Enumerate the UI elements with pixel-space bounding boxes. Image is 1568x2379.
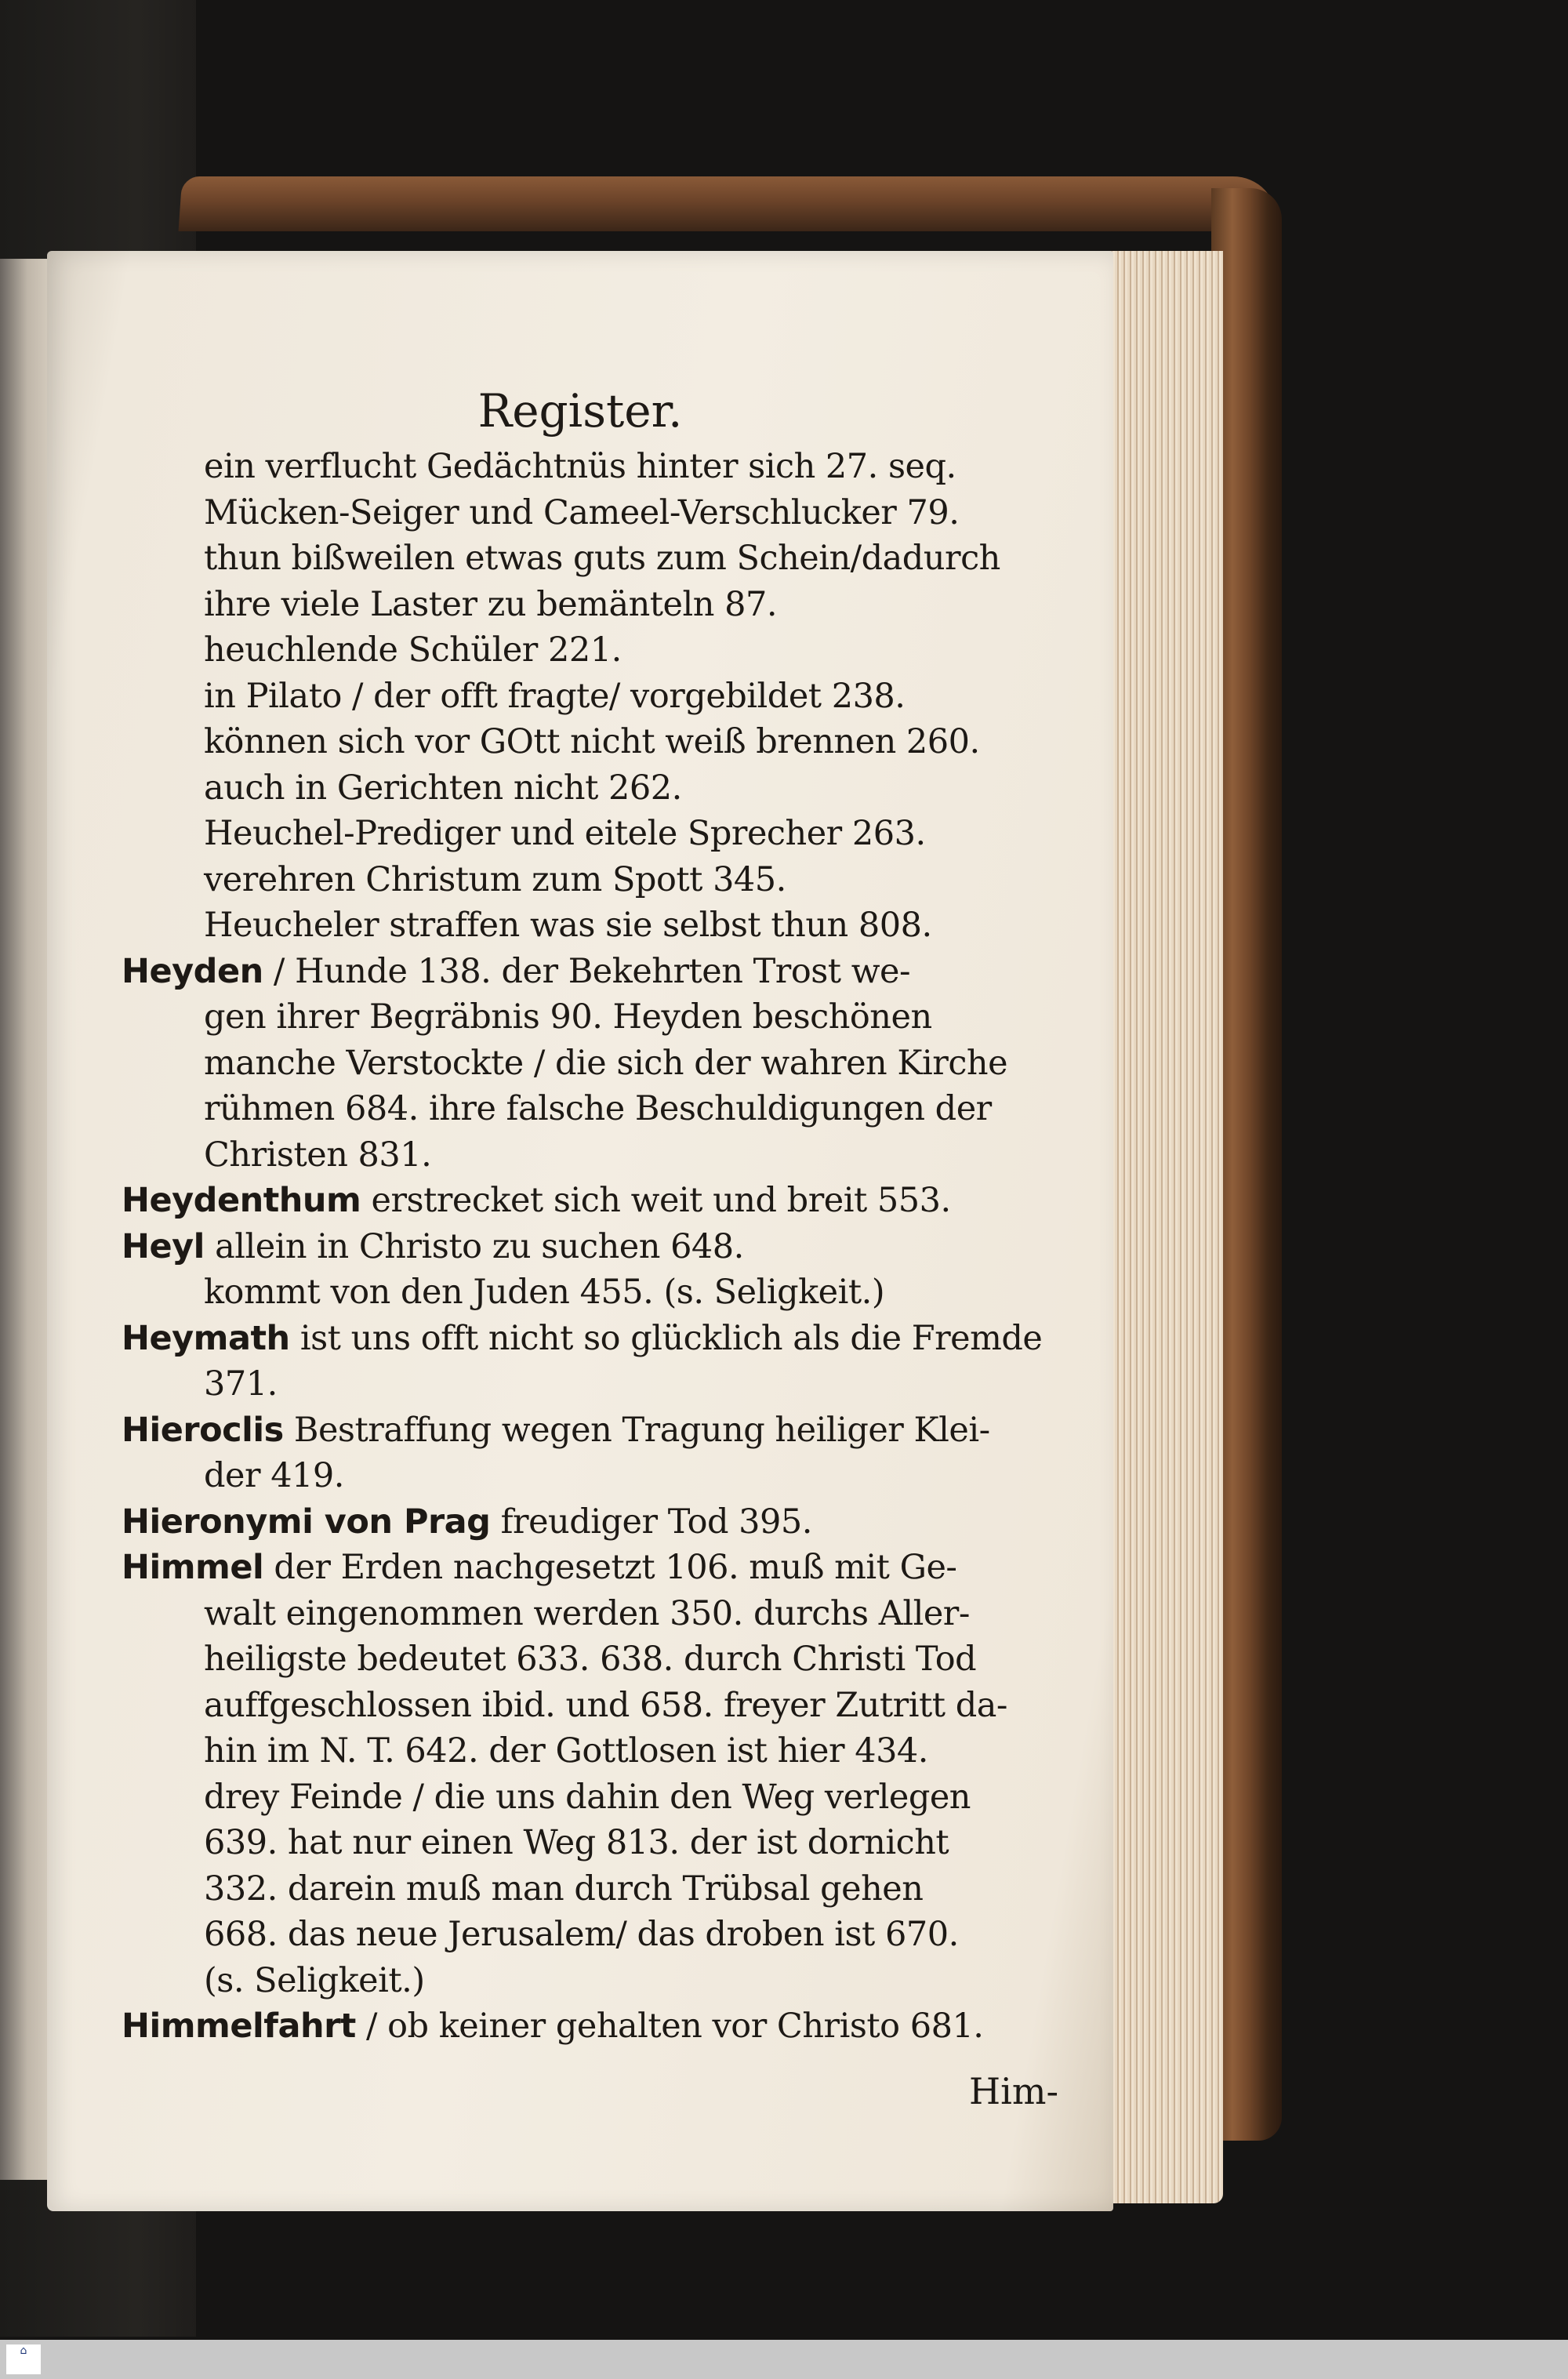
register-text: ein verflucht Gedächtnüs hinter sich 27. seq. bbox=[204, 447, 956, 486]
register-entry-line bbox=[204, 1135, 431, 1175]
book-cover-top bbox=[179, 176, 1280, 231]
register-entry-line bbox=[204, 997, 932, 1037]
register-keyword: Hieroclis bbox=[122, 1410, 284, 1450]
register-text: ihre viele Laster zu bemänteln 87. bbox=[204, 584, 778, 624]
register-keyword: Heymath bbox=[122, 1318, 290, 1358]
register-text: der Erden nachgesetzt 106. muß mit Ge- bbox=[263, 1548, 957, 1587]
register-text: rühmen 684. ihre falsche Beschuldigungen der bbox=[204, 1089, 992, 1128]
register-entry-heading bbox=[122, 952, 910, 991]
register-entry-line bbox=[204, 1089, 992, 1128]
viewer-bottom-bar bbox=[0, 2340, 1568, 2379]
register-text: Heuchel-Prediger und eitele Sprecher 263. bbox=[204, 814, 926, 853]
register-text: auffgeschlossen ibid. und 658. freyer Zutritt da- bbox=[204, 1685, 1007, 1725]
register-text: 332. darein muß man durch Trübsal gehen bbox=[204, 1869, 924, 1909]
register-entry-line bbox=[204, 677, 905, 716]
register-entry-heading bbox=[122, 2007, 983, 2046]
register-text: kommt von den Juden 455. (s. Seligkeit.) bbox=[204, 1273, 885, 1312]
register-text: thun bißweilen etwas guts zum Schein/dadurch bbox=[204, 539, 1000, 578]
register-text: / Hunde 138. der Bekehrten Trost we- bbox=[263, 951, 911, 991]
register-text: Mücken-Seiger und Cameel-Verschlucker 79. bbox=[204, 492, 960, 532]
register-entry-heading bbox=[122, 1319, 1042, 1358]
register-keyword: Himmelfahrt bbox=[122, 2007, 356, 2046]
register-text: Heucheler straffen was sie selbst thun 808. bbox=[204, 906, 932, 945]
register-entry-line bbox=[204, 814, 926, 853]
register-entry-line bbox=[204, 860, 786, 899]
register-text: manche Verstockte / die sich der wahren Kirche bbox=[204, 1043, 1008, 1083]
register-entry-heading bbox=[122, 1548, 956, 1587]
register-entry-heading bbox=[122, 1227, 744, 1266]
register-entry-line bbox=[204, 722, 980, 761]
register-entry-heading bbox=[122, 1181, 951, 1220]
register-entry-heading bbox=[122, 1411, 990, 1450]
register-entry-line bbox=[204, 906, 932, 945]
register-text: Christen 831. bbox=[204, 1135, 432, 1175]
register-text: verehren Christum zum Spott 345. bbox=[204, 859, 786, 899]
page-header: Register. bbox=[477, 384, 683, 438]
register-entry-line bbox=[204, 1640, 976, 1679]
register-text: erstrecket sich weit und breit 553. bbox=[361, 1181, 951, 1220]
register-text: 668. das neue Jerusalem/ das droben ist 670. bbox=[204, 1915, 959, 1954]
register-text: heuchlende Schüler 221. bbox=[204, 630, 622, 670]
register-entry-line bbox=[204, 447, 956, 486]
register-text: der 419. bbox=[204, 1456, 344, 1495]
register-entry-line bbox=[204, 1961, 425, 2000]
register-entry-line bbox=[204, 1273, 884, 1312]
register-text: (s. Seligkeit.) bbox=[204, 1960, 425, 2000]
register-text: allein in Christo zu suchen 648. bbox=[204, 1226, 744, 1266]
register-text: ist uns offt nicht so glücklich als die Fremde bbox=[289, 1318, 1043, 1358]
register-text: in Pilato / der offt fragte/ vorgebildet 238. bbox=[204, 676, 906, 716]
register-entry-line bbox=[204, 1364, 278, 1404]
register-entry-line bbox=[204, 493, 959, 532]
register-keyword: Heyl bbox=[122, 1226, 205, 1266]
register-entry-line bbox=[204, 630, 622, 670]
register-text: / ob keiner gehalten vor Christo 681. bbox=[355, 2007, 984, 2046]
register-text: 371. bbox=[204, 1364, 278, 1404]
register-text: hin im N. T. 642. der Gottlosen ist hier 434. bbox=[204, 1731, 928, 1771]
register-keyword: Heydenthum bbox=[122, 1181, 361, 1220]
register-text: auch in Gerichten nicht 262. bbox=[204, 768, 682, 808]
register-keyword: Himmel bbox=[122, 1548, 264, 1587]
register-text: können sich vor GOtt nicht weiß brennen 260. bbox=[204, 722, 980, 761]
register-entry-line bbox=[204, 1778, 971, 1817]
register-text: drey Feinde / die uns dahin den Weg verlegen bbox=[204, 1777, 971, 1817]
register-keyword: Hieronymi von Prag bbox=[122, 1502, 491, 1542]
library-logo: ⌂ bbox=[6, 2344, 41, 2374]
catchword: Him- bbox=[969, 2070, 1058, 2112]
register-entry-line bbox=[204, 1869, 923, 1909]
register-entry-line bbox=[204, 585, 777, 624]
register-entry-line bbox=[204, 1915, 959, 1954]
register-entry-line bbox=[204, 1686, 1007, 1725]
register-text: Bestraffung wegen Tragung heiliger Klei- bbox=[283, 1410, 990, 1450]
register-entry-line bbox=[204, 539, 1000, 578]
register-entry-heading bbox=[122, 1502, 812, 1542]
register-keyword: Heyden bbox=[122, 951, 263, 991]
register-entry-line bbox=[204, 1044, 1007, 1083]
register-entry-line bbox=[204, 768, 682, 808]
register-text: 639. hat nur einen Weg 813. der ist dornicht bbox=[204, 1823, 949, 1862]
register-page bbox=[47, 251, 1113, 2211]
register-entry-line bbox=[204, 1594, 970, 1633]
register-entry-line bbox=[204, 1823, 949, 1862]
register-entry-line bbox=[204, 1731, 928, 1771]
register-text: heiligste bedeutet 633. 638. durch Christi Tod bbox=[204, 1640, 977, 1679]
register-text: walt eingenommen werden 350. durchs Aller- bbox=[204, 1593, 970, 1633]
register-text: gen ihrer Begräbnis 90. Heyden beschönen bbox=[204, 997, 932, 1037]
register-entry-line bbox=[204, 1456, 344, 1495]
register-text: freudiger Tod 395. bbox=[490, 1502, 812, 1542]
